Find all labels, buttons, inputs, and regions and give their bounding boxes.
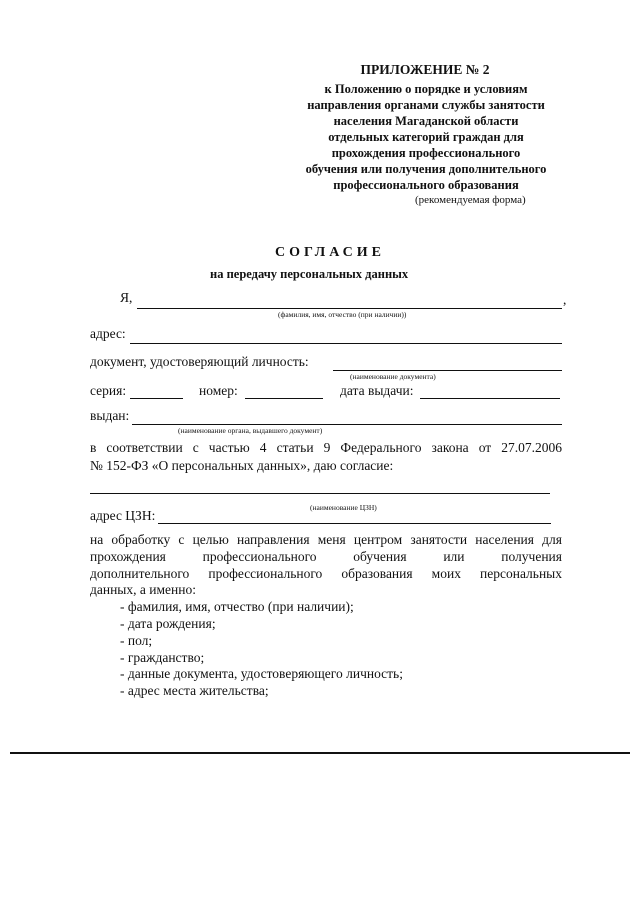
appendix-line-4: отдельных категорий граждан для (328, 130, 524, 144)
issued-by-label: выдан: (90, 408, 130, 423)
purpose-line-2: прохождения профессионального обучения или получения (90, 549, 562, 564)
issued-by-field-line[interactable] (132, 424, 562, 425)
list-item: - данные документа, удостоверяющего личность; (120, 666, 403, 681)
issue-date-label: дата выдачи: (340, 383, 414, 398)
i-comma: , (563, 292, 567, 307)
purpose-line-4: данных, а именно: (90, 582, 196, 597)
czn-name-field-line[interactable] (90, 493, 550, 494)
law-line-1: в соответствии с частью 4 статьи 9 Федерального закона от 27.07.2006 (90, 440, 562, 455)
purpose-line-1: на обработку с целью направления меня центром занятости населения для (90, 532, 562, 547)
document-field-line[interactable] (333, 370, 562, 371)
address-label: адрес: (90, 326, 126, 341)
list-item: - гражданство; (120, 650, 205, 665)
czn-address-field-line[interactable] (158, 523, 551, 524)
list-item: - фамилия, имя, отчество (при наличии); (120, 599, 354, 614)
list-item: - дата рождения; (120, 616, 216, 631)
issue-date-field-line[interactable] (420, 398, 560, 399)
address-field-line[interactable] (130, 343, 562, 344)
czn-address-label: адрес ЦЗН: (90, 508, 156, 523)
appendix-line-1: к Положению о порядке и условиям (324, 82, 528, 96)
appendix-line-3: населения Магаданской области (333, 114, 519, 128)
series-field-line[interactable] (130, 398, 183, 399)
consent-title: СОГЛАСИЕ (275, 245, 385, 260)
number-label: номер: (199, 383, 238, 398)
fullname-field-line[interactable] (137, 308, 562, 309)
appendix-line-6: обучения или получения дополнительного (305, 162, 547, 176)
appendix-line-2: направления органами службы занятости (307, 98, 545, 112)
law-line-2: № 152-ФЗ «О персональных данных», даю согласие: (90, 458, 394, 473)
appendix-line-5: прохождения профессионального (331, 146, 521, 160)
appendix-line-7: профессионального образования (333, 178, 519, 192)
list-item: - пол; (120, 633, 153, 648)
form-note: (рекомендуемая форма) (415, 194, 526, 206)
document-label: документ, удостоверяющий личность: (90, 354, 309, 369)
fullname-hint: (фамилия, имя, отчество (при наличии)) (278, 310, 407, 319)
list-item: - адрес места жительства; (120, 683, 269, 698)
appendix-title: ПРИЛОЖЕНИЕ № 2 (360, 62, 490, 77)
czn-hint: (наименование ЦЗН) (310, 503, 377, 512)
purpose-line-3: дополнительного профессионального образования моих персональных (90, 566, 562, 581)
consent-subtitle: на передачу персональных данных (210, 267, 409, 281)
number-field-line[interactable] (245, 398, 323, 399)
series-label: серия: (90, 383, 127, 398)
document-hint: (наименование документа) (350, 372, 436, 381)
issued-by-hint: (наименование органа, выдавшего документ) (178, 426, 323, 435)
page-bottom-rule (10, 752, 630, 754)
i-label: Я, (120, 290, 133, 305)
